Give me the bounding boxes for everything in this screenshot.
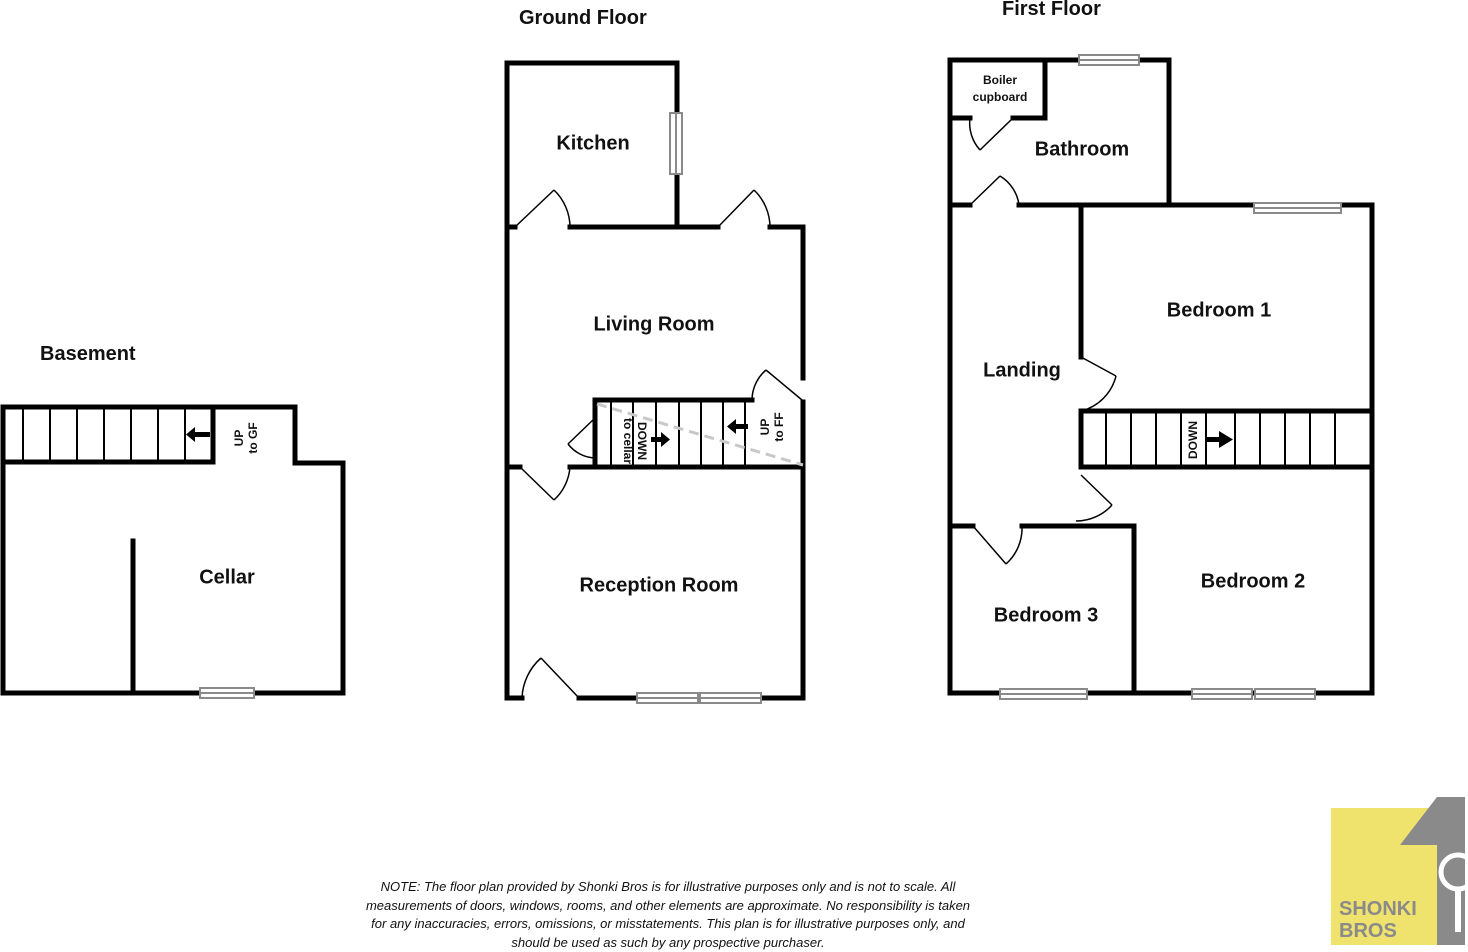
disclaimer-note: NOTE: The floor plan provided by Shonki Bros is for illustrative purposes only and is not to scale. All measurements of doors, windows, rooms, and other elements are approximate. No responsibility is taken for any inaccuracies, errors, omissions, or misstatements. This plan is for illustrative purposes only, and should be used as such by any prospective purchaser. (365, 879, 971, 950)
down-to-cellar-line1: DOWN (635, 422, 649, 460)
basement-up-line1: UP (232, 429, 246, 447)
reception-window (637, 693, 761, 703)
bedroom3-window (1000, 689, 1087, 699)
up-to-ff-line1: UP (758, 418, 772, 436)
reception-room-label: Reception Room (579, 574, 739, 597)
basement-walls (3, 407, 343, 693)
living-room-label: Living Room (593, 313, 715, 336)
basement-up-label (232, 408, 260, 468)
boiler-cupboard-label: Boiler cupboard (972, 73, 1028, 104)
kitchen-label: Kitchen (556, 132, 630, 155)
ground-walls (507, 63, 803, 698)
first-doors (970, 118, 1116, 564)
bathroom-label: Bathroom (1034, 138, 1130, 161)
up-to-ff-line2: to FF (772, 412, 786, 442)
first-arrow (1206, 431, 1233, 448)
basement-up-arrow (186, 427, 210, 442)
bedroom1-window (1254, 203, 1341, 213)
bedroom-1-label: Bedroom 1 (1166, 299, 1272, 322)
bedroom-2-label: Bedroom 2 (1200, 570, 1306, 593)
up-to-ff-label (758, 397, 786, 457)
basement-plan (3, 407, 343, 698)
basement-up-line2: to GF (246, 422, 260, 454)
logo-text: SHONKI BROS (1339, 898, 1417, 942)
basement-stairs (23, 407, 185, 462)
bedroom-3-label: Bedroom 3 (993, 604, 1099, 627)
cellar-window (200, 688, 254, 698)
kitchen-window (670, 113, 682, 174)
first-floor-title: First Floor (1002, 0, 1101, 20)
ground-floor-title: Ground Floor (519, 7, 647, 29)
first-down-label: DOWN (1186, 421, 1200, 459)
landing-label: Landing (983, 359, 1061, 382)
cellar-label: Cellar (199, 566, 255, 589)
ground-floor-plan (507, 63, 803, 703)
bathroom-window (1079, 55, 1139, 65)
down-to-cellar-label (621, 406, 649, 476)
down-to-cellar-line2: to cellar (621, 417, 635, 465)
basement-title: Basement (40, 343, 136, 365)
